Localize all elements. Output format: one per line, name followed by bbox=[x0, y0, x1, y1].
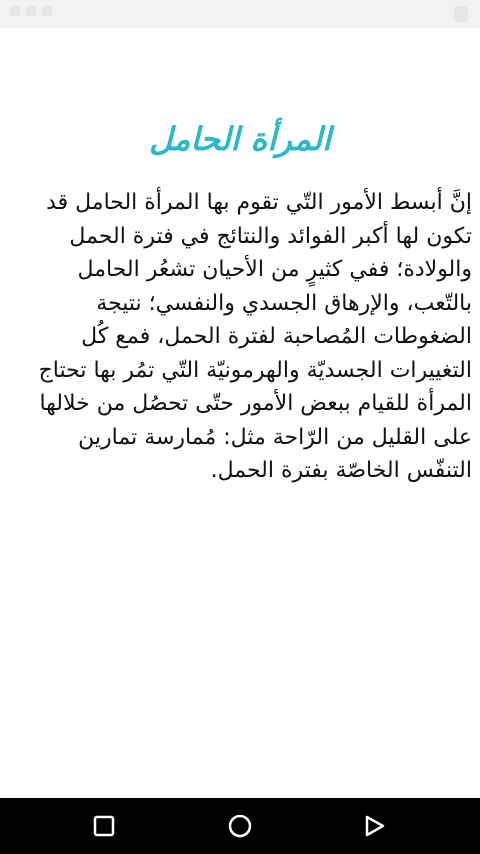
notification-icon bbox=[42, 6, 52, 16]
back-button[interactable] bbox=[360, 812, 388, 840]
notification-icon bbox=[26, 6, 36, 16]
article-body: إنَّ أبسط الأمور التّي تقوم بها المرأة الحامل قد تكون لها أكبر الفوائد والنتائج في فترة الحمل والولادة؛ ففي كثيرٍ من الأحيان تشعُر الحامل بالتّعب، والإرهاق الجسدي والنفسي؛ نتيجة الضغوطات المُصاحبة لفترة الحمل، فمع كُل التغييرات الجسديّة والهرمونيّة التّي تمُر بها تحتاج المرأة للقيام ببعض الأمور حتّى تحصُل من خلالها على القليل من الرّاحة مثل: مُمارسة تمارين التنفّس الخاصّة بفترة الحمل. bbox=[38, 190, 472, 483]
square-recent-apps-icon bbox=[93, 815, 115, 837]
status-bar bbox=[0, 0, 480, 28]
home-button[interactable] bbox=[226, 812, 254, 840]
recent-apps-button[interactable] bbox=[90, 812, 118, 840]
article-title: المرأة الحامل bbox=[148, 120, 331, 159]
notification-icon bbox=[10, 6, 20, 16]
circle-home-icon bbox=[227, 813, 253, 839]
battery-icon bbox=[454, 6, 468, 22]
triangle-back-icon bbox=[362, 814, 386, 838]
status-notification-icons bbox=[10, 6, 52, 16]
navigation-bar bbox=[0, 798, 480, 854]
